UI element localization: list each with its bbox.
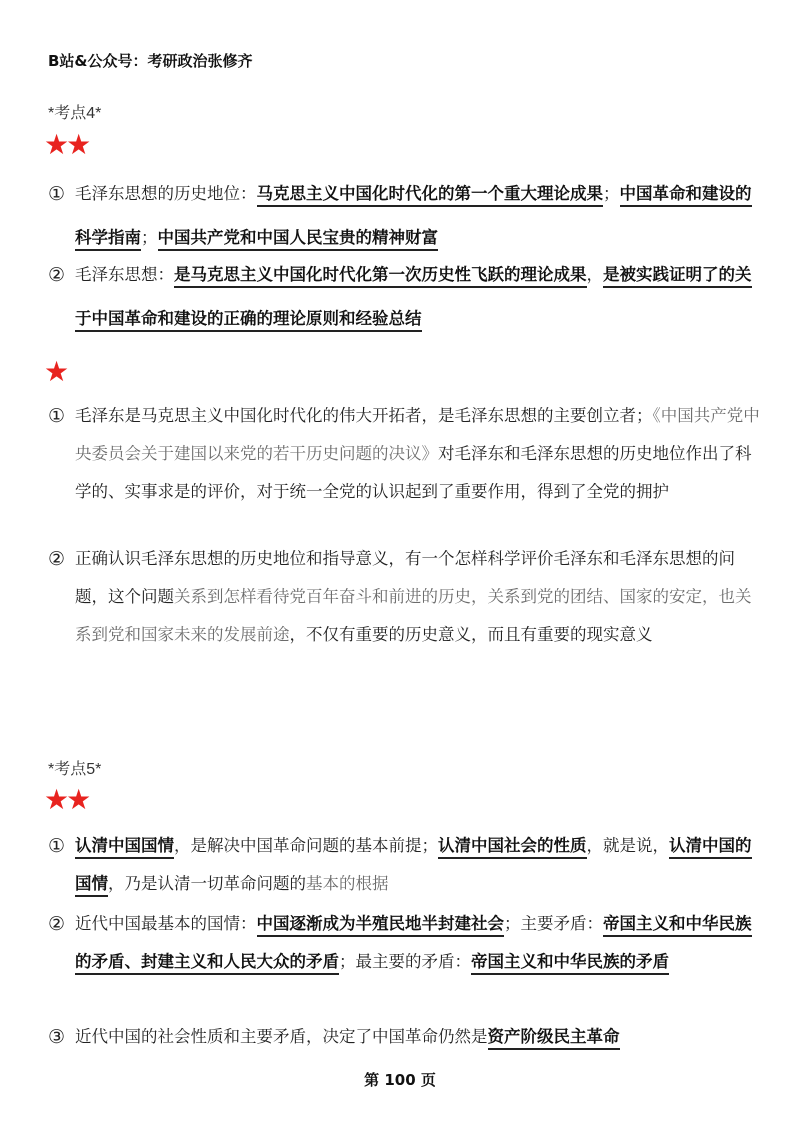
key-point: 中国革命和建设的科学指南 (75, 184, 752, 251)
item-text: 毛泽东思想的历史地位： (75, 184, 257, 203)
item-text-gray: 关系到怎样看待党百年奋斗和前进的历史，关系到党的团结、国家的安定，也关系到党和国家未来的发展前途 (75, 587, 752, 644)
list-item (48, 1018, 760, 1056)
list-item (48, 397, 760, 511)
item-number: ② (48, 264, 66, 286)
header-source: B站&公众号：考研政治张修齐 (48, 52, 253, 70)
key-point: 认清中国的国情 (75, 836, 752, 897)
item-text: ；最主要的矛盾： (339, 952, 471, 971)
key-point: 帝国主义和中华民族的矛盾 (471, 952, 669, 975)
section-label-4: *考点4* (48, 105, 102, 122)
item-number: ① (48, 405, 66, 427)
one-star-icon: ★ (44, 355, 67, 388)
key-point: 马克思主义中国化时代化的第一个重大理论成果 (257, 184, 604, 207)
list-item (48, 827, 760, 903)
key-point: 是被实践证明了的关于中国革命和建设的正确的理论原则和经验总结 (75, 265, 752, 332)
item-text: 近代中国最基本的国情： (75, 914, 257, 933)
list-item (48, 540, 760, 654)
key-point: 认清中国国情 (75, 836, 174, 859)
item-text: ，是解决中国革命问题的基本前提； (174, 836, 438, 855)
key-point: 是马克思主义中国化时代化第一次历史性飞跃的理论成果 (174, 265, 587, 288)
item-number: ① (48, 183, 66, 205)
list-item (48, 253, 760, 341)
key-point: 帝国主义和中华民族的矛盾、封建主义和人民大众的矛盾 (75, 914, 752, 975)
key-point: 资产阶级民主革命 (488, 1027, 620, 1050)
item-text: ， (586, 265, 603, 284)
item-text: ，不仅有重要的历史意义，而且有重要的现实意义 (289, 625, 653, 644)
item-text: 近代中国的社会性质和主要矛盾，决定了中国革命仍然是 (75, 1027, 488, 1046)
key-point: 认清中国社会的性质 (438, 836, 587, 859)
item-number: ③ (48, 1026, 66, 1048)
item-text: ，乃是认清一切革命问题的 (108, 874, 306, 893)
item-text: 正确认识毛泽东思想的历史地位和指导意义，有一个怎样科学评价毛泽东和毛泽东思想的问题，这个问题 (75, 549, 735, 606)
page-number: 第 100 页 (364, 1071, 436, 1089)
key-point: 中国逐渐成为半殖民地半封建社会 (257, 914, 505, 937)
item-text-gray: 《中国共产党中央委员会关于建国以来党的若干历史问题的决议》 (75, 406, 760, 463)
item-number: ② (48, 548, 66, 570)
item-text: ； (603, 184, 620, 203)
list-item (48, 905, 760, 981)
list-item (48, 172, 760, 260)
two-star-icon: ★★ (44, 128, 89, 161)
section-label-5: *考点5* (48, 761, 102, 778)
item-text: ，就是说， (586, 836, 669, 855)
item-text: 毛泽东思想： (75, 265, 174, 284)
item-text: ； (141, 228, 158, 247)
item-text: 对毛泽东和毛泽东思想的历史地位作出了科学的、实事求是的评价，对于统一全党的认识起到了重要作用，得到了全党的拥护 (75, 444, 752, 501)
item-number: ① (48, 835, 66, 857)
item-number: ② (48, 913, 66, 935)
item-text: 毛泽东是马克思主义中国化时代化的伟大开拓者，是毛泽东思想的主要创立者； (75, 406, 653, 425)
item-text: ；主要矛盾： (504, 914, 603, 933)
item-text-gray: 基本的根据 (306, 874, 389, 893)
two-star-icon: ★★ (44, 783, 89, 816)
key-point: 中国共产党和中国人民宝贵的精神财富 (158, 228, 439, 251)
